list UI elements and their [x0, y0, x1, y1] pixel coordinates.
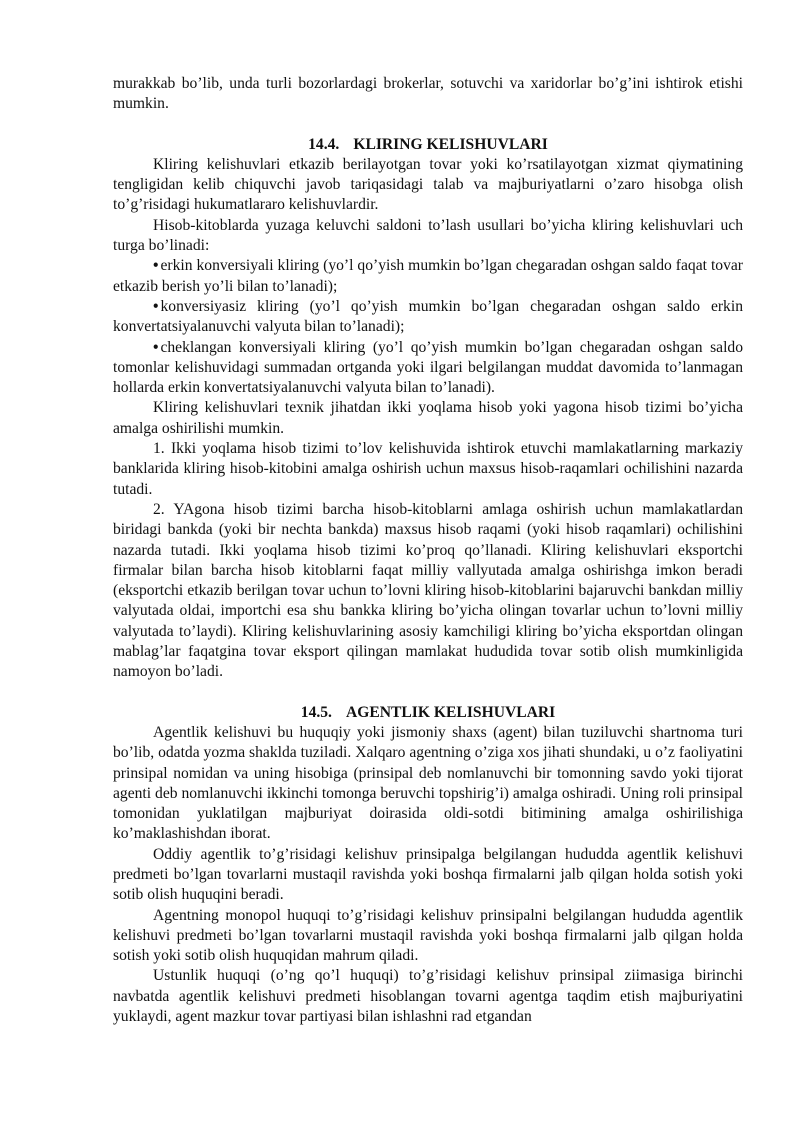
paragraph-clearing-types: Hisob-kitoblarda yuzaga keluvchi saldoni to’lash usullari bo’yicha kliring kelishuvlari uch turga bo’linadi: [113, 216, 743, 255]
continuation-paragraph: murakkab bo’lib, unda turli bozorlardagi brokerlar, sotuvchi va xaridorlar bo’g’ini ishtirok etishi mumkin. [113, 75, 743, 113]
section-heading-14-4 [113, 135, 743, 155]
list-item-text: konversiyasiz kliring (yo’l qo’yish mumkin bo’lgan chegaradan oshgan saldo erkin konvertatsiyalanuvchi valyuta bilan to’lanadi); [113, 297, 743, 336]
bullet-icon: • [153, 257, 159, 275]
item-number: 2. [153, 500, 165, 518]
bullet-icon: • [153, 338, 159, 356]
paragraph-clearing-definition: Kliring kelishuvlari etkazib berilayotgan tovar yoki ko’rsatilayotgan xizmat qiymatining tengligidan kelib chiquvchi javob tariqasidagi talab va majburiyatlarni o’zaro hisobga olish to’g’risidagi hukumatlararo kelishuvlardir. [113, 155, 743, 214]
paragraph-item-1: 1. Ikki yoqlama hisob tizimi to’lov kelishuvida ishtirok etuvchi mamlakatlarning markaziy banklarida kliring hisob-kitobini amalga oshirish uchun maxsus hisob-raqamlari ochilishini nazarda tutadi. [113, 440, 743, 498]
paragraph-monopoly-right: Agentning monopol huquqi to’g’risidagi kelishuv prinsipalni belgilangan hududda agentlik kelishuvi predmeti bo’lgan tovarlarni mustaqil ravishda yoki boshqa firmalarni jalb qilgan holda sotish yoki sotib olish huquqidan mahrum qiladi. [113, 906, 743, 965]
section-number: 14.4. [308, 135, 340, 153]
section-title: AGENTLIK KELISHUVLARI [345, 703, 556, 721]
bullet-icon: • [153, 297, 159, 315]
list-item-text: cheklangan konversiyali kliring (yo’l qo’yish mumkin bo’lgan chegaradan oshgan saldo tomonlar kelishuvidagi summadan ortganda yoki ilgari belgilangan muddat davomida to’lanmagan hollarda erkin konvertatsiyalanuvchi valyuta bilan to’lanadi). [113, 338, 743, 397]
section-title: KLIRING KELISHUVLARI [353, 135, 548, 153]
paragraph-agency-definition: Agentlik kelishuvi bu huquqiy yoki jismoniy shaxs (agent) bilan tuziluvchi shartnoma turi bo’lib, odatda yozma shaklda tuziladi. Xalqaro agentning o’ziga xos jihati shundaki, u o’z faoliyatini prinsipal nomidan va uning hisobiga (prinsipal deb nomlanuvchi bir tomonning savdo yoki tijorat agenti deb nomlanuvchi ikkinchi tomonga beruvchi topshirig’i) amalga oshiradi. Uning roli prinsipal tomonidan yuklatilgan majburiyat doirasida oldi-sotdi bitimining amalga oshirilishiga ko’maklashishdan iborat. [113, 723, 743, 843]
paragraph-technical: Kliring kelishuvlari texnik jihatdan ikki yoqlama hisob yoki yagona hisob tizimi bo’yicha amalga oshirilishi mumkin. [113, 399, 743, 437]
item-text: YAgona hisob tizimi barcha hisob-kitoblarni amlaga oshirish uchun mamlakatlardan biridagi bankda (yoki bir nechta bankda) maxsus hisob raqami (yoki hisob raqamlari) ochilishini nazarda tutadi. Ikki yoqlama hisob tizimi ko’proq qo’llanadi. Kliring kelishuvlari eksportchi firmalar bilan barcha hisob kitoblarni faqat milliy vallyutada amalga oshirishga imkon beradi (eksportchi etkazib berilgan tovar uchun to’lovni kliring hisob-kitoblarini bajaruvchi bankdan milliy valyutada oldai, importchi esa shu bankka kliring bo’yicha olingan tovarlar uchun to’lovni milliy valyutada to’laydi). Kliring kelishuvlarining asosiy kamchiligi kliring bo’yicha eksportdan olingan mablag’lar faqatgina tovar eksport qilingan mamlakat hududida tovar sotib olish mumkinligida namoyon bo’ladi. [113, 500, 743, 681]
paragraph-priority-right: Ustunlik huquqi (o’ng qo’l huquqi) to’g’risidagi kelishuv prinsipal ziimasiga birinchi navbatda agentlik kelishuvi predmeti hisoblangan tovarni agentga taqdim etish majburiyatini yuklaydi, agent mazkur tovar partiyasi bilan ishlashni rad etgandan [113, 967, 743, 1026]
list-item [113, 297, 743, 338]
document-page [113, 74, 743, 1027]
paragraph-item-2 [113, 500, 743, 683]
list-item [113, 338, 743, 399]
section-heading-14-5 [113, 703, 743, 723]
section-number: 14.5. [300, 703, 332, 721]
list-item [113, 256, 743, 297]
paragraph-simple-agency: Oddiy agentlik to’g’risidagi kelishuv prinsipalga belgilangan hududda agentlik kelishuvi predmeti bo’lgan tovarlarni mustaqil ravishda yoki boshqa firmalarni jalb qilgan holda sotish yoki sotib olish huquqini beradi. [113, 845, 743, 904]
list-item-text: erkin konversiyali kliring (yo’l qo’yish mumkin bo’lgan chegaradan oshgan saldo faqat tovar etkazib berish yo’li bilan to’lanadi); [113, 257, 743, 295]
